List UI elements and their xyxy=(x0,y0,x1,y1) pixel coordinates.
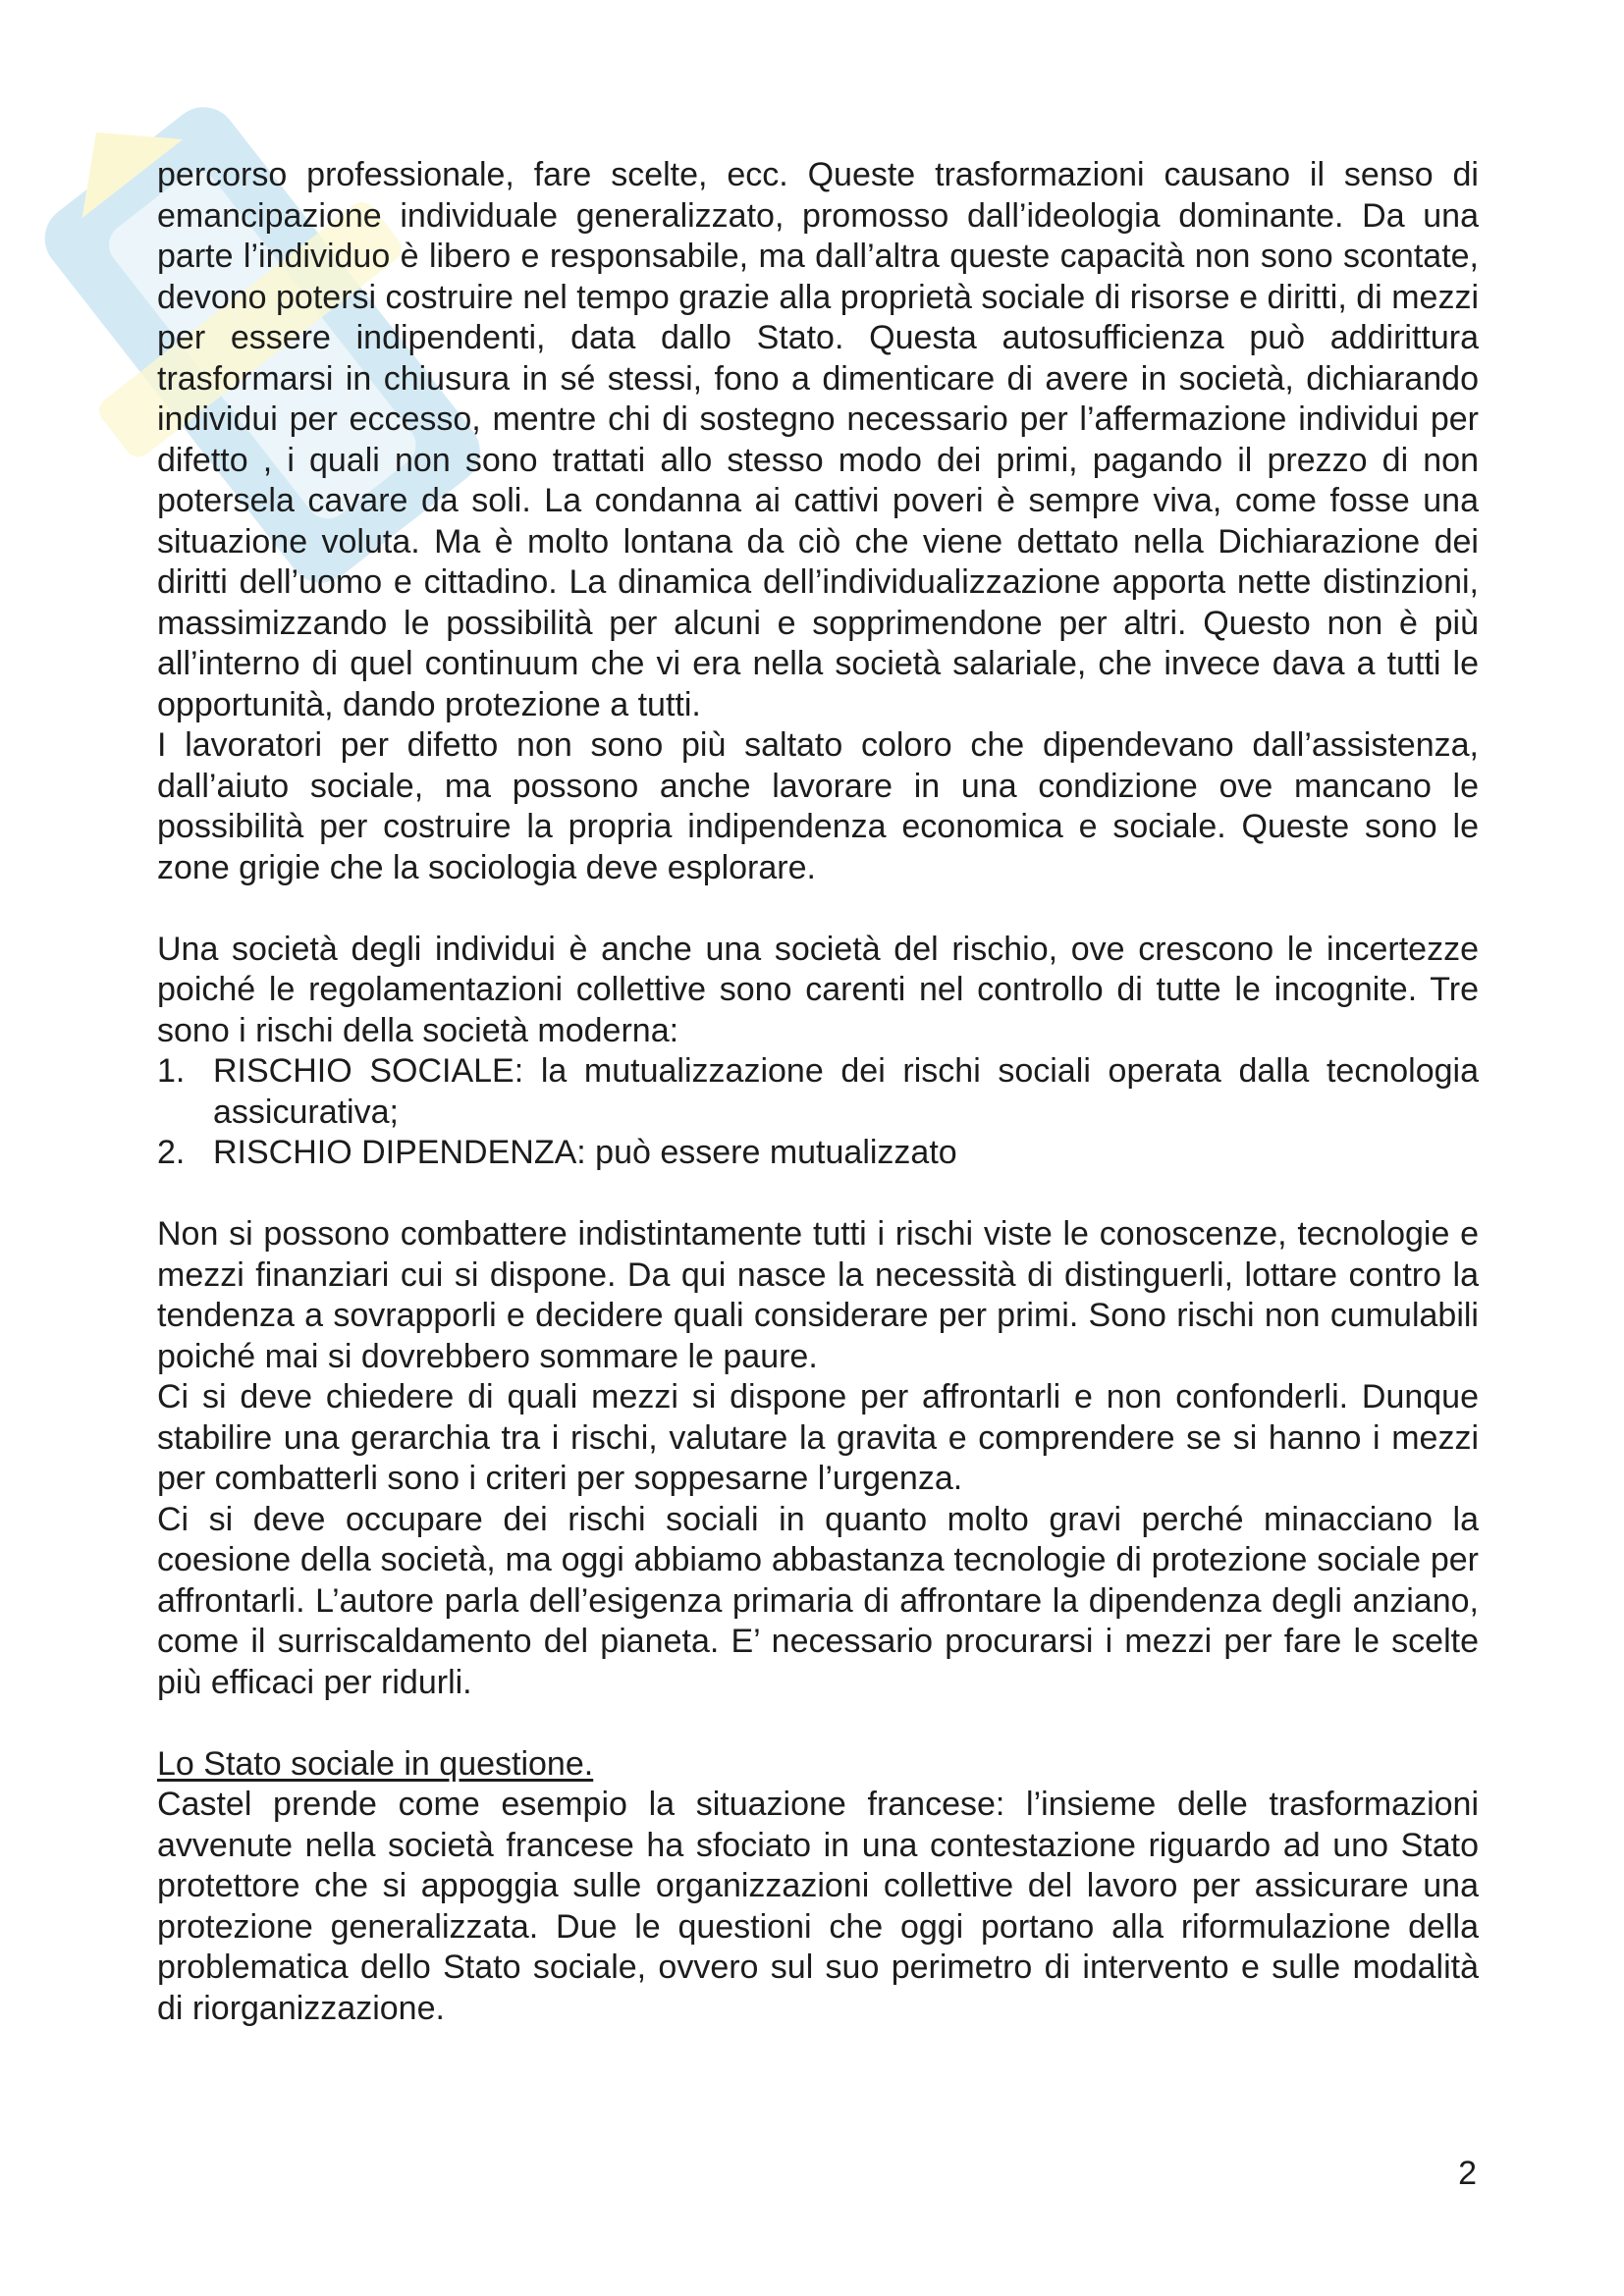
section-heading-text: Lo Stato sociale in questione. xyxy=(157,1744,594,1783)
risk-list xyxy=(157,1051,1479,1174)
paragraph: I lavoratori per difetto non sono più saltato coloro che dipendevano dall’assistenza, dall’aiuto sociale, ma possono anche lavorare in una condizione ove mancano le possibilità per costruire la propria indipendenza economica e sociale. Queste sono le zone grigie che la sociologia deve esplorare. xyxy=(157,726,1479,886)
paragraph: Ci si deve occupare dei rischi sociali in quanto molto gravi perché minacciano la coesione della società, ma oggi abbiamo abbastanza tecnologie di protezione sociale per affrontarli. L’autore parla dell’esigenza primaria di affrontare la dipendenza degli anziano, come il surriscaldamento del pianeta. E’ necessario procurarsi i mezzi per fare le scelte più efficaci per ridurli. xyxy=(157,1500,1479,1701)
list-item-number: 2. xyxy=(157,1134,186,1171)
blank-line xyxy=(157,888,1479,930)
list-item-number: 1. xyxy=(157,1052,186,1090)
list-item xyxy=(157,1133,1479,1174)
paragraph: Non si possono combattere indistintamente tutti i rischi viste le conoscenze, tecnologie e mezzi finanziari cui si dispone. Da qui nasce la necessità di distinguerli, lottare contro la tendenza a sovrapporli e decidere quali considerare per primi. Sono rischi non cumulabili poiché mai si dovrebbero sommare le paure. xyxy=(157,1215,1479,1375)
section-heading xyxy=(157,1744,1479,1786)
list-item-text: RISCHIO SOCIALE: la mutualizzazione dei rischi sociali operata dalla tecnologia assicurativa; xyxy=(213,1052,1479,1131)
risk-intro-paragraph: Una società degli individui è anche una società del rischio, ove crescono le incertezze poiché le regolamentazioni collettive sono carenti nel controllo di tutte le incognite. Tre sono i rischi della società moderna: xyxy=(157,930,1479,1049)
paragraph: percorso professionale, fare scelte, ecc. Queste trasformazioni causano il senso di emancipazione individuale generalizzato, promosso dall’ideologia dominante. Da una parte l’individuo è libero e responsabile, ma dall’altra queste capacità non sono scontate, devono potersi costruire nel tempo grazie alla proprietà sociale di risorse e diritti, di mezzi per essere indipendenti, data dallo Stato. Questa autosufficienza può addirittura trasformarsi in chiusura in sé stessi, fono a dimenticare di avere in società, dichiarando individui per eccesso, mentre chi di sostegno necessario per l’affermazione individui per difetto , i quali non sono trattati allo stesso modo dei primi, pagando il prezzo di non potersela cavare da soli. La condanna ai cattivi poveri è sempre viva, come fosse una situazione voluta. Ma è molto lontana da ciò che viene dettato nella Dichiarazione dei diritti dell’uomo e cittadino. La dinamica dell’individualizzazione apporta nette distinzioni, massimizzando le possibilità per alcuni e sopprimendone per altri. Questo non è più all’interno di quel continuum che vi era nella società salariale, che invece dava a tutti le opportunità, dando protezione a tutti. xyxy=(157,156,1479,723)
document-page xyxy=(157,155,1479,2029)
list-item xyxy=(157,1051,1479,1133)
paragraph: Castel prende come esempio la situazione francese: l’insieme delle trasformazioni avvenute nella società francese ha sfociato in una contestazione riguardo ad uno Stato protettore che si appoggia sulle organizzazioni collettive del lavoro per assicurare una protezione generalizzata. Due le questioni che oggi portano alla riformulazione della problematica dello Stato sociale, ovvero sul suo perimetro di intervento e sulle modalità di riorganizzazione. xyxy=(157,1786,1479,2027)
blank-line xyxy=(157,1703,1479,1744)
page-number: 2 xyxy=(1458,2155,1477,2192)
blank-line xyxy=(157,1174,1479,1215)
paragraph: Ci si deve chiedere di quali mezzi si dispone per affrontarli e non confonderli. Dunque stabilire una gerarchia tra i rischi, valutare la gravita e comprendere se si hanno i mezzi per combatterli sono i criteri per soppesarne l’urgenza. xyxy=(157,1378,1479,1497)
list-item-text: RISCHIO DIPENDENZA: può essere mutualizzato xyxy=(213,1134,957,1171)
